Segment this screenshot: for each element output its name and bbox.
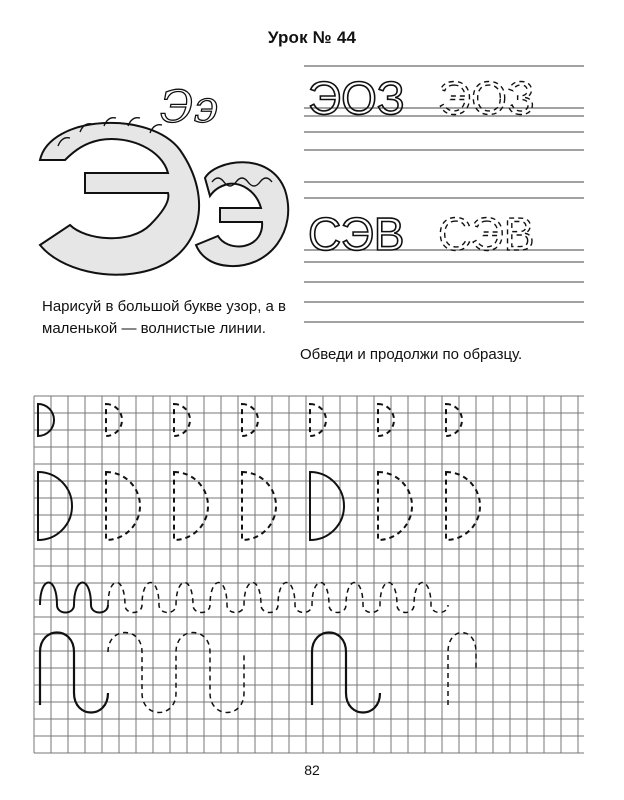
practice-patterns [38, 404, 480, 713]
small-wave-dashed [108, 583, 448, 613]
big-letter-lowercase [196, 162, 288, 266]
small-half-circle [446, 404, 462, 436]
syllable-sample-2: СЭВ [308, 208, 405, 260]
page-number: 82 [304, 762, 320, 778]
small-wave-solid [40, 583, 108, 613]
lesson-title: Урок № 44 [267, 28, 357, 47]
large-wave-dashed [108, 633, 244, 713]
large-wave-solid [312, 633, 380, 713]
large-half-circle [38, 472, 72, 540]
large-half-circle [378, 472, 412, 540]
small-half-circle [378, 404, 394, 436]
small-half-circle [38, 404, 54, 436]
small-half-circle [242, 404, 258, 436]
big-letter-capital [40, 118, 199, 275]
large-half-circle [106, 472, 140, 540]
syllable-sample-1: ЭОЗ [308, 72, 405, 124]
large-wave-solid [40, 633, 108, 713]
instruction-right: Обведи и продолжи по образцу. [300, 346, 523, 363]
large-half-circle [310, 472, 344, 540]
large-wave-dashed [448, 633, 476, 706]
practice-grid [34, 396, 584, 753]
syllable-trace-2: СЭВ [438, 208, 535, 260]
script-letter-pair: Ээ [160, 82, 219, 133]
small-half-circle [310, 404, 326, 436]
small-half-circle [106, 404, 122, 436]
large-half-circle [446, 472, 480, 540]
small-half-circle [174, 404, 190, 436]
large-half-circle [242, 472, 276, 540]
large-half-circle [174, 472, 208, 540]
capital-e-outline [40, 123, 199, 275]
syllable-trace-1: ЭОЗ [438, 72, 535, 124]
instruction-left: Нарисуй в большой букве узор, а в маленькой — волнистые линии. [42, 298, 287, 337]
